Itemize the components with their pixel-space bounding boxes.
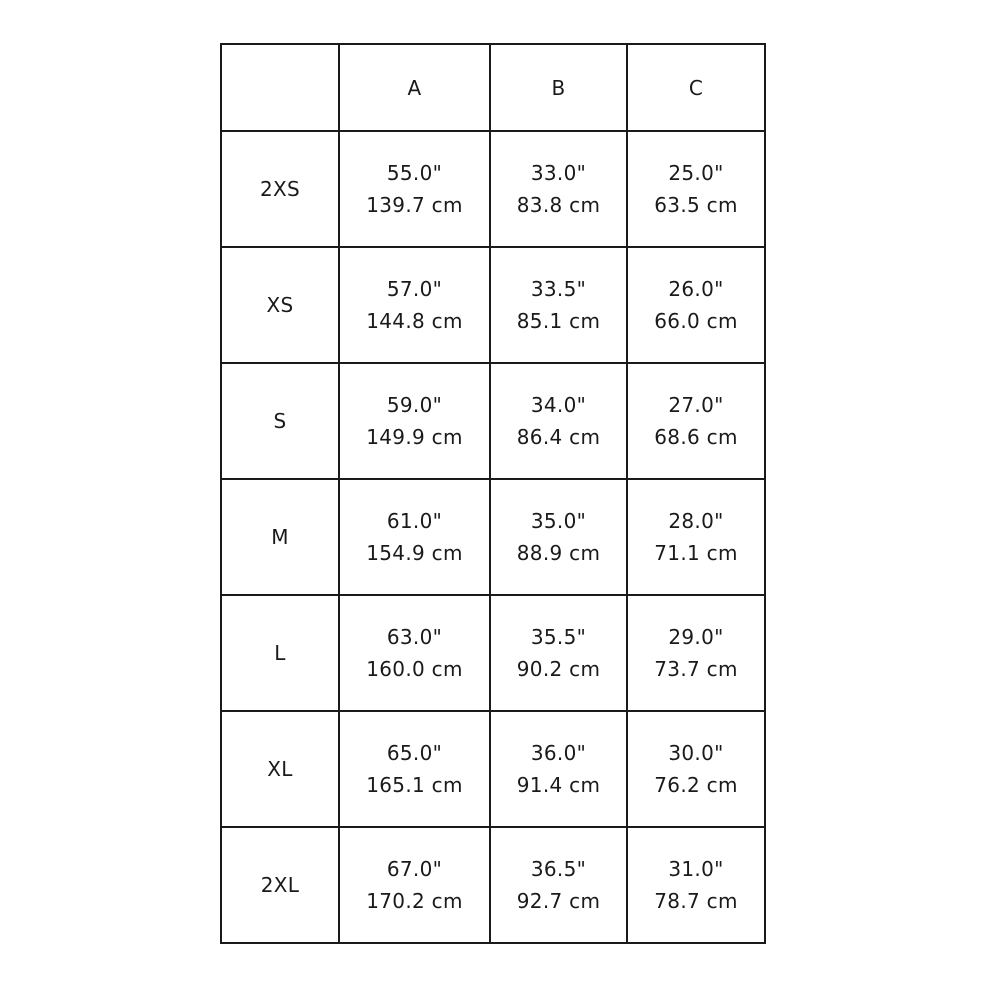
measurement-cell — [627, 595, 765, 711]
inch-value: 63.0" — [386, 625, 443, 649]
cm-value: 76.2 cm — [654, 773, 738, 797]
cm-value: 165.1 cm — [366, 773, 463, 797]
column-header-c: C — [627, 44, 765, 131]
table-row — [221, 247, 765, 363]
measurement-cell — [339, 131, 490, 247]
measurement-cell — [490, 827, 627, 943]
corner-cell — [221, 44, 339, 131]
cm-value: 90.2 cm — [516, 657, 601, 681]
cm-value: 85.1 cm — [516, 309, 601, 333]
measurement-cell — [627, 827, 765, 943]
measurement-cell — [627, 247, 765, 363]
cm-value: 144.8 cm — [366, 309, 463, 333]
measurement-cell — [490, 131, 627, 247]
cm-value: 91.4 cm — [516, 773, 601, 797]
cm-value: 149.9 cm — [366, 425, 463, 449]
table-row — [221, 131, 765, 247]
inch-value: 27.0" — [668, 393, 724, 417]
measurement-cell — [627, 363, 765, 479]
cm-value: 68.6 cm — [654, 425, 738, 449]
size-chart-table — [220, 43, 766, 944]
measurement-cell — [339, 827, 490, 943]
size-label: 2XL — [221, 827, 339, 943]
cm-value: 83.8 cm — [516, 193, 601, 217]
table-row — [221, 827, 765, 943]
inch-value: 35.5" — [530, 625, 587, 649]
measurement-cell — [627, 131, 765, 247]
inch-value: 25.0" — [668, 161, 724, 185]
cm-value: 66.0 cm — [654, 309, 738, 333]
size-label: M — [221, 479, 339, 595]
inch-value: 55.0" — [386, 161, 443, 185]
cm-value: 73.7 cm — [654, 657, 738, 681]
inch-value: 67.0" — [386, 857, 443, 881]
column-header-b: B — [490, 44, 627, 131]
inch-value: 29.0" — [668, 625, 724, 649]
cm-value: 92.7 cm — [516, 889, 601, 913]
inch-value: 57.0" — [386, 277, 443, 301]
measurement-cell — [490, 479, 627, 595]
inch-value: 28.0" — [668, 509, 724, 533]
measurement-cell — [490, 363, 627, 479]
inch-value: 31.0" — [668, 857, 724, 881]
size-label: S — [221, 363, 339, 479]
measurement-cell — [339, 595, 490, 711]
cm-value: 88.9 cm — [516, 541, 601, 565]
inch-value: 30.0" — [668, 741, 724, 765]
table-row — [221, 595, 765, 711]
cm-value: 78.7 cm — [654, 889, 738, 913]
cm-value: 154.9 cm — [366, 541, 463, 565]
inch-value: 61.0" — [386, 509, 443, 533]
measurement-cell — [339, 363, 490, 479]
measurement-cell — [490, 595, 627, 711]
size-label: XS — [221, 247, 339, 363]
cm-value: 71.1 cm — [654, 541, 738, 565]
cm-value: 160.0 cm — [366, 657, 463, 681]
measurement-cell — [627, 479, 765, 595]
size-label: XL — [221, 711, 339, 827]
inch-value: 36.5" — [530, 857, 587, 881]
inch-value: 33.5" — [530, 277, 587, 301]
size-label: 2XS — [221, 131, 339, 247]
inch-value: 33.0" — [530, 161, 587, 185]
measurement-cell — [339, 247, 490, 363]
column-header-a: A — [339, 44, 490, 131]
cm-value: 63.5 cm — [654, 193, 738, 217]
table-row — [221, 711, 765, 827]
cm-value: 86.4 cm — [516, 425, 601, 449]
table-row — [221, 479, 765, 595]
measurement-cell — [339, 479, 490, 595]
cm-value: 170.2 cm — [366, 889, 463, 913]
size-label: L — [221, 595, 339, 711]
inch-value: 35.0" — [530, 509, 587, 533]
table-row — [221, 363, 765, 479]
inch-value: 34.0" — [530, 393, 587, 417]
inch-value: 36.0" — [530, 741, 587, 765]
measurement-cell — [339, 711, 490, 827]
measurement-cell — [490, 247, 627, 363]
inch-value: 26.0" — [668, 277, 724, 301]
inch-value: 59.0" — [386, 393, 443, 417]
header-row — [221, 44, 765, 131]
cm-value: 139.7 cm — [366, 193, 463, 217]
inch-value: 65.0" — [386, 741, 443, 765]
measurement-cell — [627, 711, 765, 827]
measurement-cell — [490, 711, 627, 827]
